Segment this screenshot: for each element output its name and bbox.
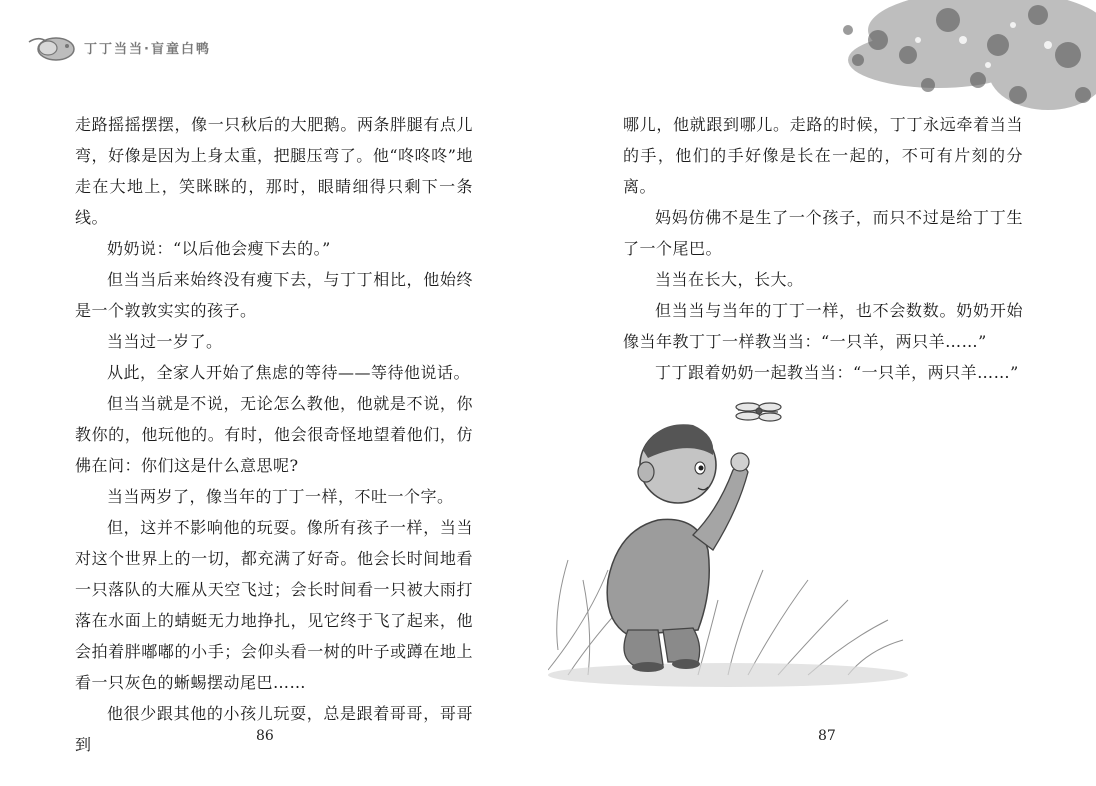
paragraph: 但，这并不影响他的玩耍。像所有孩子一样，当当对这个世界上的一切，都充满了好奇。他会长时间地看一只落队的大雁从天空飞过；会长时间看一只被大雨打落在水面上的蜻蜓无力地挣扎，见它终于飞了起来，他会拍着胖嘟嘟的小手；会仰头看一树的叶子或蹲在地上看一只灰色的蜥蜴摆动尾巴…… bbox=[75, 518, 473, 692]
paragraph: 走路摇摇摆摆，像一只秋后的大肥鹅。两条胖腿有点儿弯，好像是因为上身太重，把腿压弯了。他“咚咚咚”地走在大地上，笑眯眯的，那时，眼睛细得只剩下一条线。 bbox=[75, 115, 473, 227]
paragraph: 当当两岁了，像当年的丁丁一样，不吐一个字。 bbox=[107, 487, 454, 506]
tree-foliage-illustration bbox=[788, 0, 1096, 120]
header-title: 丁丁当当·盲童白鸭 bbox=[84, 41, 211, 57]
child-chasing-dragonfly-illustration bbox=[548, 390, 908, 690]
gourd-logo-icon bbox=[26, 32, 78, 62]
paragraph: 从此，全家人开始了焦虑的等待——等待他说话。 bbox=[107, 363, 471, 382]
right-body-text bbox=[623, 109, 1023, 388]
page-number: 87 bbox=[818, 728, 836, 744]
paragraph: 丁丁跟着奶奶一起教当当：“一只羊，两只羊……” bbox=[655, 363, 1019, 382]
running-header bbox=[26, 30, 211, 64]
paragraph: 奶奶说：“以后他会瘦下去的。” bbox=[107, 239, 331, 258]
paragraph: 但当当与当年的丁丁一样，也不会数数。奶奶开始像当年教丁丁一样教当当：“一只羊，两只羊……” bbox=[623, 301, 1023, 351]
page-number: 86 bbox=[256, 728, 274, 744]
paragraph: 当当过一岁了。 bbox=[107, 332, 223, 351]
right-page bbox=[548, 0, 1096, 786]
left-body-text bbox=[75, 109, 473, 760]
paragraph: 但当当就是不说，无论怎么教他，他就是不说，你教你的，他玩他的。有时，他会很奇怪地望着他们，仿佛在问：你们这是什么意思呢? bbox=[75, 394, 473, 475]
paragraph: 妈妈仿佛不是生了一个孩子，而只不过是给丁丁生了一个尾巴。 bbox=[623, 208, 1023, 258]
paragraph: 他很少跟其他的小孩儿玩耍，总是跟着哥哥，哥哥到 bbox=[75, 704, 473, 754]
paragraph: 哪儿，他就跟到哪儿。走路的时候，丁丁永远牵着当当的手，他们的手好像是长在一起的，不可有片刻的分离。 bbox=[623, 115, 1023, 196]
paragraph: 当当在长大，长大。 bbox=[655, 270, 804, 289]
paragraph: 但当当后来始终没有瘦下去，与丁丁相比，他始终是一个敦敦实实的孩子。 bbox=[75, 270, 473, 320]
dragonfly-icon bbox=[736, 403, 781, 421]
